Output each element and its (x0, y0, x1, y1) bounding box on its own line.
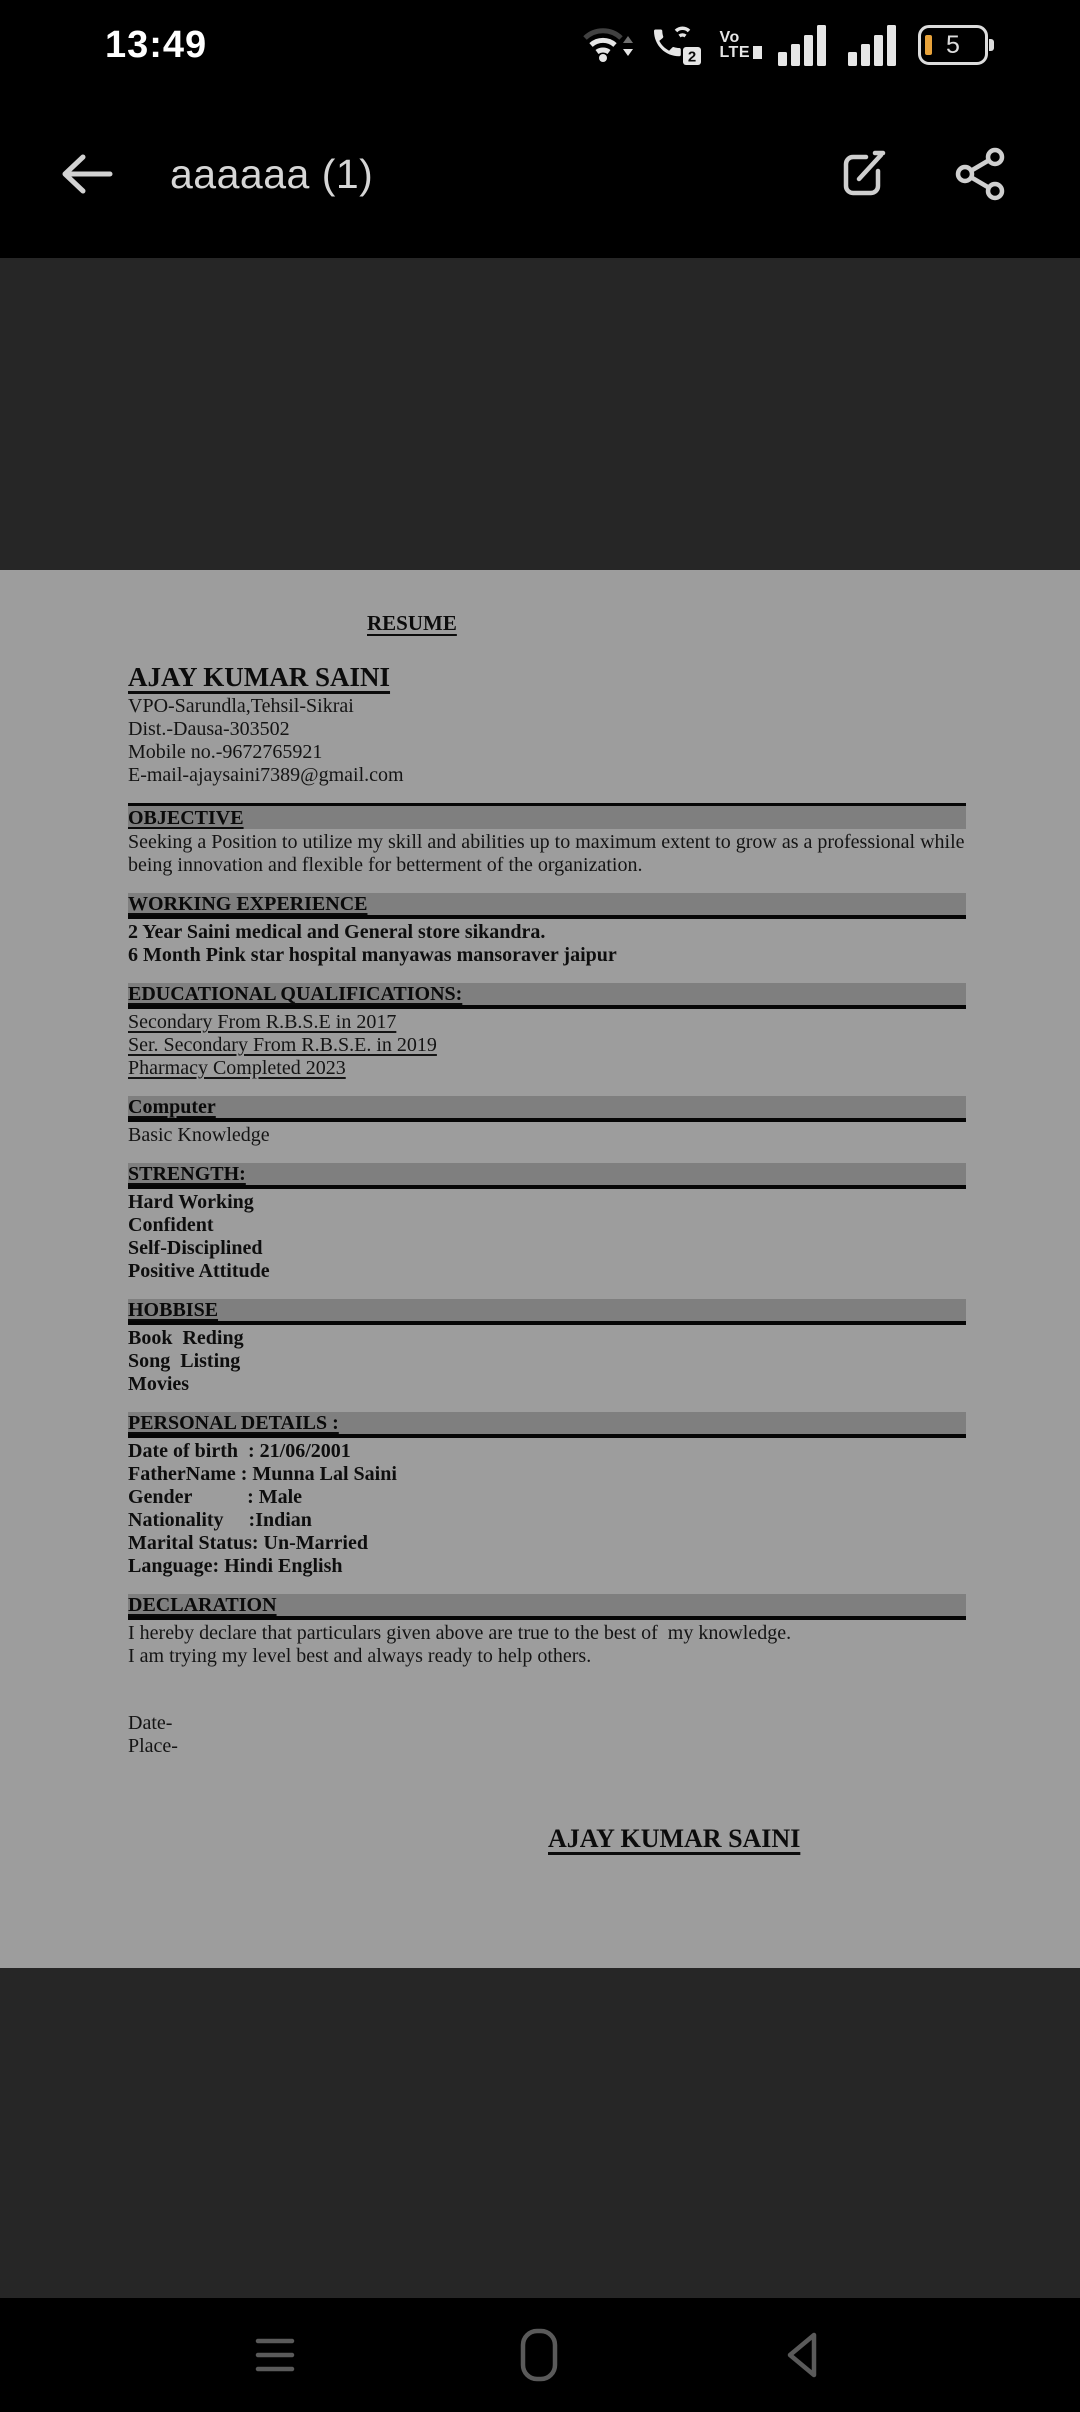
section-title: EDUCATIONAL QUALIFICATIONS: (128, 983, 463, 1005)
section-title: OBJECTIVE (128, 806, 244, 829)
recents-button[interactable] (250, 2333, 300, 2377)
section-item: 6 Month Pink star hospital manyawas mansoraver jaipur (128, 944, 617, 966)
section-item: being innovation and flexible for betterment of the organization. (128, 854, 643, 876)
resume-section (128, 1096, 966, 1147)
contact-line: VPO-Sarundla,Tehsil-Sikrai (128, 695, 354, 717)
contact-line: Mobile no.-9672765921 (128, 741, 323, 763)
app-bar (0, 90, 1080, 258)
resume-heading: RESUME (367, 611, 457, 635)
section-item: 2 Year Saini medical and General store sikandra. (128, 921, 546, 943)
resume-sections (128, 803, 966, 1668)
section-header-band (128, 1412, 966, 1438)
section-item: Date of birth : 21/06/2001 (128, 1440, 351, 1462)
status-icons (583, 23, 988, 67)
section-items (128, 831, 966, 877)
section-header-band (128, 1096, 966, 1122)
section-item: Song Listing (128, 1350, 241, 1372)
resume-section (128, 983, 966, 1080)
section-item: Self-Disciplined (128, 1237, 263, 1259)
section-items (128, 1327, 966, 1396)
section-item: Marital Status: Un-Married (128, 1532, 368, 1554)
signature-name: AJAY KUMAR SAINI (548, 1824, 801, 1853)
home-button[interactable] (514, 2328, 564, 2382)
edit-icon (836, 146, 892, 202)
resume-section (128, 1163, 966, 1283)
section-header-band (128, 1299, 966, 1325)
section-items (128, 1124, 966, 1147)
section-title: HOBBISE (128, 1299, 219, 1321)
signal-bars-sim1-icon (778, 24, 832, 66)
back-arrow-icon (58, 151, 116, 197)
svg-text:2: 2 (688, 48, 697, 66)
file-title: aaaaaa (1) (170, 150, 374, 197)
section-item: Ser. Secondary From R.B.S.E. in 2019 (128, 1034, 437, 1056)
section-item: I am trying my level best and always ready to help others. (128, 1645, 592, 1667)
document-viewer[interactable] (0, 258, 1080, 2298)
battery-percent: 5 (946, 30, 960, 59)
section-item: Pharmacy Completed 2023 (128, 1057, 346, 1079)
section-item: I hereby declare that particulars given above are true to the best of my knowledge. (128, 1622, 792, 1644)
section-item: Nationality :Indian (128, 1509, 312, 1531)
resume-section (128, 803, 966, 877)
section-header-band (128, 983, 966, 1009)
section-item: Book Reding (128, 1327, 244, 1349)
section-header-band (128, 1163, 966, 1189)
section-item: Movies (128, 1373, 190, 1395)
resume-name: AJAY KUMAR SAINI (128, 662, 391, 692)
resume-section (128, 1412, 966, 1578)
share-button[interactable] (954, 146, 1008, 202)
section-title: DECLARATION (128, 1594, 277, 1616)
volte-icon: Vo LTE (719, 30, 762, 60)
section-item: Positive Attitude (128, 1260, 270, 1282)
section-item: Confident (128, 1214, 214, 1236)
resume-section (128, 1594, 966, 1668)
battery-icon (918, 25, 988, 65)
back-triangle-icon (778, 2329, 828, 2381)
section-header-band (128, 803, 966, 829)
resume-section (128, 1299, 966, 1396)
navigation-bar (0, 2298, 1080, 2412)
section-items (128, 921, 966, 967)
share-icon (954, 146, 1008, 202)
edit-button[interactable] (836, 146, 892, 202)
contact-line: E-mail-ajaysaini7389@gmail.com (128, 764, 404, 786)
status-time: 13:49 (105, 23, 208, 66)
date-line: Date- (128, 1712, 173, 1734)
section-items (128, 1622, 966, 1668)
section-item: FatherName : Munna Lal Saini (128, 1463, 397, 1485)
section-item: Hard Working (128, 1191, 254, 1213)
section-item: Basic Knowledge (128, 1124, 270, 1146)
section-item: Seeking a Position to utilize my skill and abilities up to maximum extent to grow as a professional while (128, 831, 965, 853)
section-items (128, 1440, 966, 1578)
section-item: Secondary From R.B.S.E in 2017 (128, 1011, 397, 1033)
status-bar (0, 0, 1080, 90)
back-button[interactable] (58, 151, 116, 197)
section-item: Language: Hindi English (128, 1555, 343, 1577)
section-title: PERSONAL DETAILS : (128, 1412, 339, 1434)
section-item: Gender : Male (128, 1486, 303, 1508)
section-items (128, 1191, 966, 1283)
section-items (128, 1011, 966, 1080)
section-title: Computer (128, 1096, 216, 1118)
menu-icon (250, 2333, 300, 2377)
signal-bars-sim2-icon (848, 24, 902, 66)
section-title: WORKING EXPERIENCE (128, 893, 368, 915)
wifi-calling-icon (649, 23, 703, 67)
volte-hd-square (753, 46, 762, 59)
resume-section (128, 893, 966, 967)
battery-level-bar (925, 35, 932, 55)
wifi-icon (583, 25, 633, 65)
nav-back-button[interactable] (778, 2329, 828, 2381)
contact-line: Dist.-Dausa-303502 (128, 718, 290, 740)
battery-nub (989, 39, 994, 51)
home-pill-icon (514, 2328, 564, 2382)
contact-block (128, 695, 966, 787)
place-line: Place- (128, 1735, 178, 1757)
section-header-band (128, 893, 966, 919)
app-bar-actions (836, 146, 1008, 202)
section-header-band (128, 1594, 966, 1620)
section-title: STRENGTH: (128, 1163, 246, 1185)
resume-page (0, 570, 1080, 1968)
